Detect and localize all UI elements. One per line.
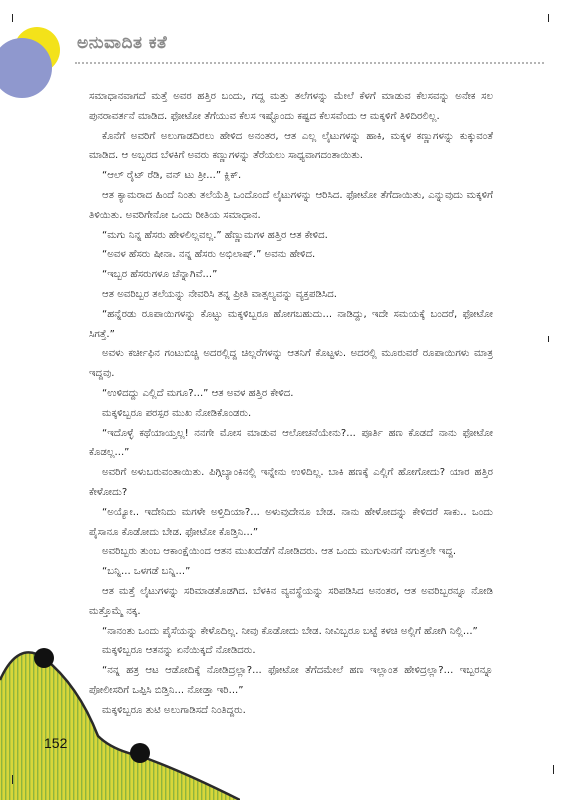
summit-dot [34, 648, 54, 668]
crop-mark [12, 14, 13, 22]
paragraph: “ಆಲ್ ರೈಟ್ ರೆಡಿ, ವನ್ ಟು ತ್ರೀ...” ಕ್ಲಿಕ್. [102, 170, 242, 182]
decorative-blue-circle [0, 38, 52, 98]
paragraph: ಮಕ್ಕಳಿಬ್ಬರೂ ಆತನನ್ನು ಏನೆಯಿಕ್ಕದೆ ನೋಡಿದರು. [102, 645, 256, 657]
paragraph: “ಬನ್ನಿ... ಒಳಗಡೆ ಬನ್ನಿ...” [102, 566, 191, 578]
mountain-illustration [0, 640, 240, 800]
crop-mark [548, 14, 549, 22]
paragraph: “ಮಗು ನಿನ್ನ ಹೆಸರು ಹೇಳಲಿಲ್ಲವಲ್ಲ.” ಹೆಣ್ಣುಮಗಳ ಹತ್ತಿರ ಆತ ಕೇಳಿದ. [102, 229, 328, 241]
paragraph: “ಹನ್ನೆರಡು ರೂಪಾಯಿಗಳನ್ನು ಕೊಟ್ಟು ಮಕ್ಕಳಿಬ್ಬರೂ ಹೋಗಬಹುದು... ನಾಡಿದ್ದು, ಇದೇ ಸಮಯಕ್ಕೆ ಬಂದರೆ, ಫೋಟೋ ಸಿಗತ್ತೆ.” [89, 308, 493, 340]
crop-mark [548, 336, 549, 342]
paragraph: “ಉಳಿದದ್ದು ಎಲ್ಲಿದೆ ಮಗೂ?...” ಆತ ಅವಳ ಹತ್ತಿರ ಕೇಳಿದ. [102, 387, 294, 399]
paragraph: ಮಕ್ಕಳಿಬ್ಬರೂ ತುಟಿ ಅಲುಗಾಡಿಸದೆ ನಿಂತಿದ್ದರು. [102, 704, 246, 716]
paragraph: ಅವರಿಬ್ಬರು ತುಂಬ ಆಕಾಂಕ್ಷೆಯಿಂದ ಆತನ ಮುಖದೆಡೆಗೆ ನೋಡಿದರು. ಆತ ಒಂದು ಮುಗುಳುನಗೆ ನಗುತ್ತಲೇ ಇದ್ದ. [102, 546, 457, 558]
paragraph: ಕೊನೆಗೆ ಅವರಿಗೆ ಅಲುಗಾಡದಿರಲು ಹೇಳಿದ ಅನಂತರ, ಆತ ಎಲ್ಲ ಲೈಟುಗಳನ್ನು ಹಾಕಿ, ಮಕ್ಕಳ ಕಣ್ಣುಗಳನ್ನು ಕುಕ್ಕುವಂತೆ ಮಾಡಿದ. ಆ ಅಬ್ಬರದ ಬೆಳಕಿಗೆ ಅವರು ಕಣ್ಣುಗಳನ್ನು ತೆರೆಯಲು ಸಾಧ್ಯವಾಗದಂತಾಯಿತು. [89, 130, 493, 162]
section-title: ಅನುವಾದಿತ ಕತೆ [77, 33, 168, 53]
paragraph: “ನಾನಂತು ಒಂದು ಪೈಸೆಯನ್ನು ಕೇಳೊದಿಲ್ಲ. ನೀವು ಕೊಡೋದು ಬೇಡ. ನೀವಿಬ್ಬರೂ ಬಟ್ಟೆ ಕಳಚಿ ಅಲ್ಲಿಗೆ ಹೋಗಿ ನಿಲ್ಲಿ...” [102, 625, 478, 637]
paragraph: ಆತ ಮತ್ತೆ ಲೈಟುಗಳನ್ನು ಸರಿಮಾಡತೊಡಗಿದ. ಬೆಳಕಿನ ವ್ಯವಸ್ಥೆಯನ್ನು ಸರಿಪಡಿಸಿದ ಅನಂತರ, ಆತ ಅವರಿಬ್ಬರನ್ನೂ ನೋಡಿ ಮತ್ತೊಮ್ಮೆ ನಕ್ಕ. [89, 585, 493, 617]
paragraph: “ಇಬ್ಬರ ಹೆಸರುಗಳೂ ಚೆನ್ನಾಗಿವೆ...” [102, 269, 218, 281]
paragraph: ಅವರಿಗೆ ಅಳುಬರುವಂತಾಯಿತು. ಪಿಗ್ಗಿಬ್ಯಾಂಕಿನಲ್ಲಿ ಇನ್ನೇನು ಉಳಿದಿಲ್ಲ. ಬಾಕಿ ಹಣಕ್ಕೆ ಎಲ್ಲಿಗೆ ಹೋಗೋದು? ಯಾರ ಹತ್ತಿರ ಕೇಳೋದು? [89, 467, 493, 498]
paragraph: “ಇದೊಳ್ಳೆ ಕಥೆಯಾಯ್ತಲ್ಲ! ನನಗೇ ಮೋಸ ಮಾಡುವ ಆಲೋಚನೆಯೇನು?... ಪೂರ್ತಿ ಹಣ ಕೊಡದೆ ನಾನು ಫೋಟೋ ಕೊಡಲ್ಲ...” [89, 427, 493, 459]
crop-mark [12, 775, 13, 784]
header-divider [75, 62, 544, 64]
paragraph: “ನನ್ನ ಹತ್ರ ಆಟ ಆಡೋದಿಕ್ಕೆ ನೋಡಿದ್ರಲ್ಲಾ?... ಫೋಟೋ ತೆಗೆದಮೇಲೆ ಹಣ ಇಲ್ಲಾಂತ ಹೇಳಿದ್ರಲ್ಲಾ?... ಇಬ್ಬರನ್ನೂ ಪೋಲೀಸರಿಗೆ ಒಪ್ಪಿಸಿ ಬಿಡ್ತಿನಿ... ನೋಡ್ತಾ ಇರಿ...” [89, 665, 493, 696]
paragraph: “ಅಯ್ಯೋ.. ಇದೇನಿದು ಮಗಳೇ ಅಳ್ತಿದಿಯಾ?... ಅಳುವುದೇನೂ ಬೇಡ. ನಾನು ಹೇಳೋದನ್ನು ಕೇಳಿದರೆ ಸಾಕು.. ಒಂದು ಪೈಸಾನೂ ಕೊಡೋದು ಬೇಡ. ಫೋಟೋ ಕೊಡ್ತಿನಿ...” [89, 506, 493, 538]
paragraph: ಸಮಾಧಾನವಾಗದೆ ಮತ್ತೆ ಅವರ ಹತ್ತಿರ ಬಂದು, ಗದ್ದ ಮತ್ತು ತಲೆಗಳನ್ನು ಮೇಲೆ ಕೆಳಗೆ ಮಾಡುವ ಕೆಲಸವನ್ನು ಅನೇಕ ಸಲ ಪುನರಾವರ್ತನೆ ಮಾಡಿದ. ಫೋಟೋ ತೆಗೆಯುವ ಕೆಲಸ ಇಷ್ಟೊಂದು ಕಷ್ಟದ ಕೆಲಸವೆಂದು ಆ ಮಕ್ಕಳಿಗೆ ತಿಳಿದಿರಲಿಲ್ಲ. [89, 91, 493, 122]
page-number: 152 [44, 735, 68, 751]
story-text [89, 87, 493, 721]
paragraph: “ಅವಳ ಹೆಸರು ಷೀನಾ. ನನ್ನ ಹೆಸರು ಅಭಿಲಾಷ್.” ಅವನು ಹೇಳಿದ. [102, 249, 316, 261]
paragraph: ಆತ ಅವರಿಬ್ಬರ ತಲೆಯನ್ನು ನೇವರಿಸಿ ತನ್ನ ಪ್ರೀತಿ ವಾತ್ಸಲ್ಯವನ್ನು ವ್ಯಕ್ತಪಡಿಸಿದ. [102, 288, 337, 300]
paragraph: ಮಕ್ಕಳಿಬ್ಬರೂ ಪರಸ್ಪರ ಮುಖ ನೋಡಿಕೊಂಡರು. [102, 407, 252, 419]
slope-dot [130, 743, 150, 763]
paragraph: ಅವಳು ಕರ್ಚೀಫಿನ ಗಂಟುಬಿಚ್ಚಿ ಅದರಲ್ಲಿದ್ದ ಚಿಲ್ಲರೆಗಳನ್ನು ಆತನಿಗೆ ಕೊಟ್ಟಳು. ಅದರಲ್ಲಿ ಮೂರುವರೆ ರೂಪಾಯಿಗಳು ಮಾತ್ರ ಇದ್ದವು. [89, 348, 493, 380]
crop-mark [553, 765, 554, 774]
paragraph: ಆತ ಕ್ಯಾಮರಾದ ಹಿಂದೆ ನಿಂತು ತಲೆಯೆತ್ತಿ ಒಂದೊಂದೆ ಲೈಟುಗಳನ್ನು ಆರಿಸಿದ. ಫೋಟೋ ತೆಗೆದಾಯಿತು, ಎನ್ನುವುದು ಮಕ್ಕಳಿಗೆ ತಿಳಿಯಿತು. ಅವರಿಗೇನೋ ಒಂದು ರೀತಿಯ ಸಮಾಧಾನ. [89, 189, 493, 221]
